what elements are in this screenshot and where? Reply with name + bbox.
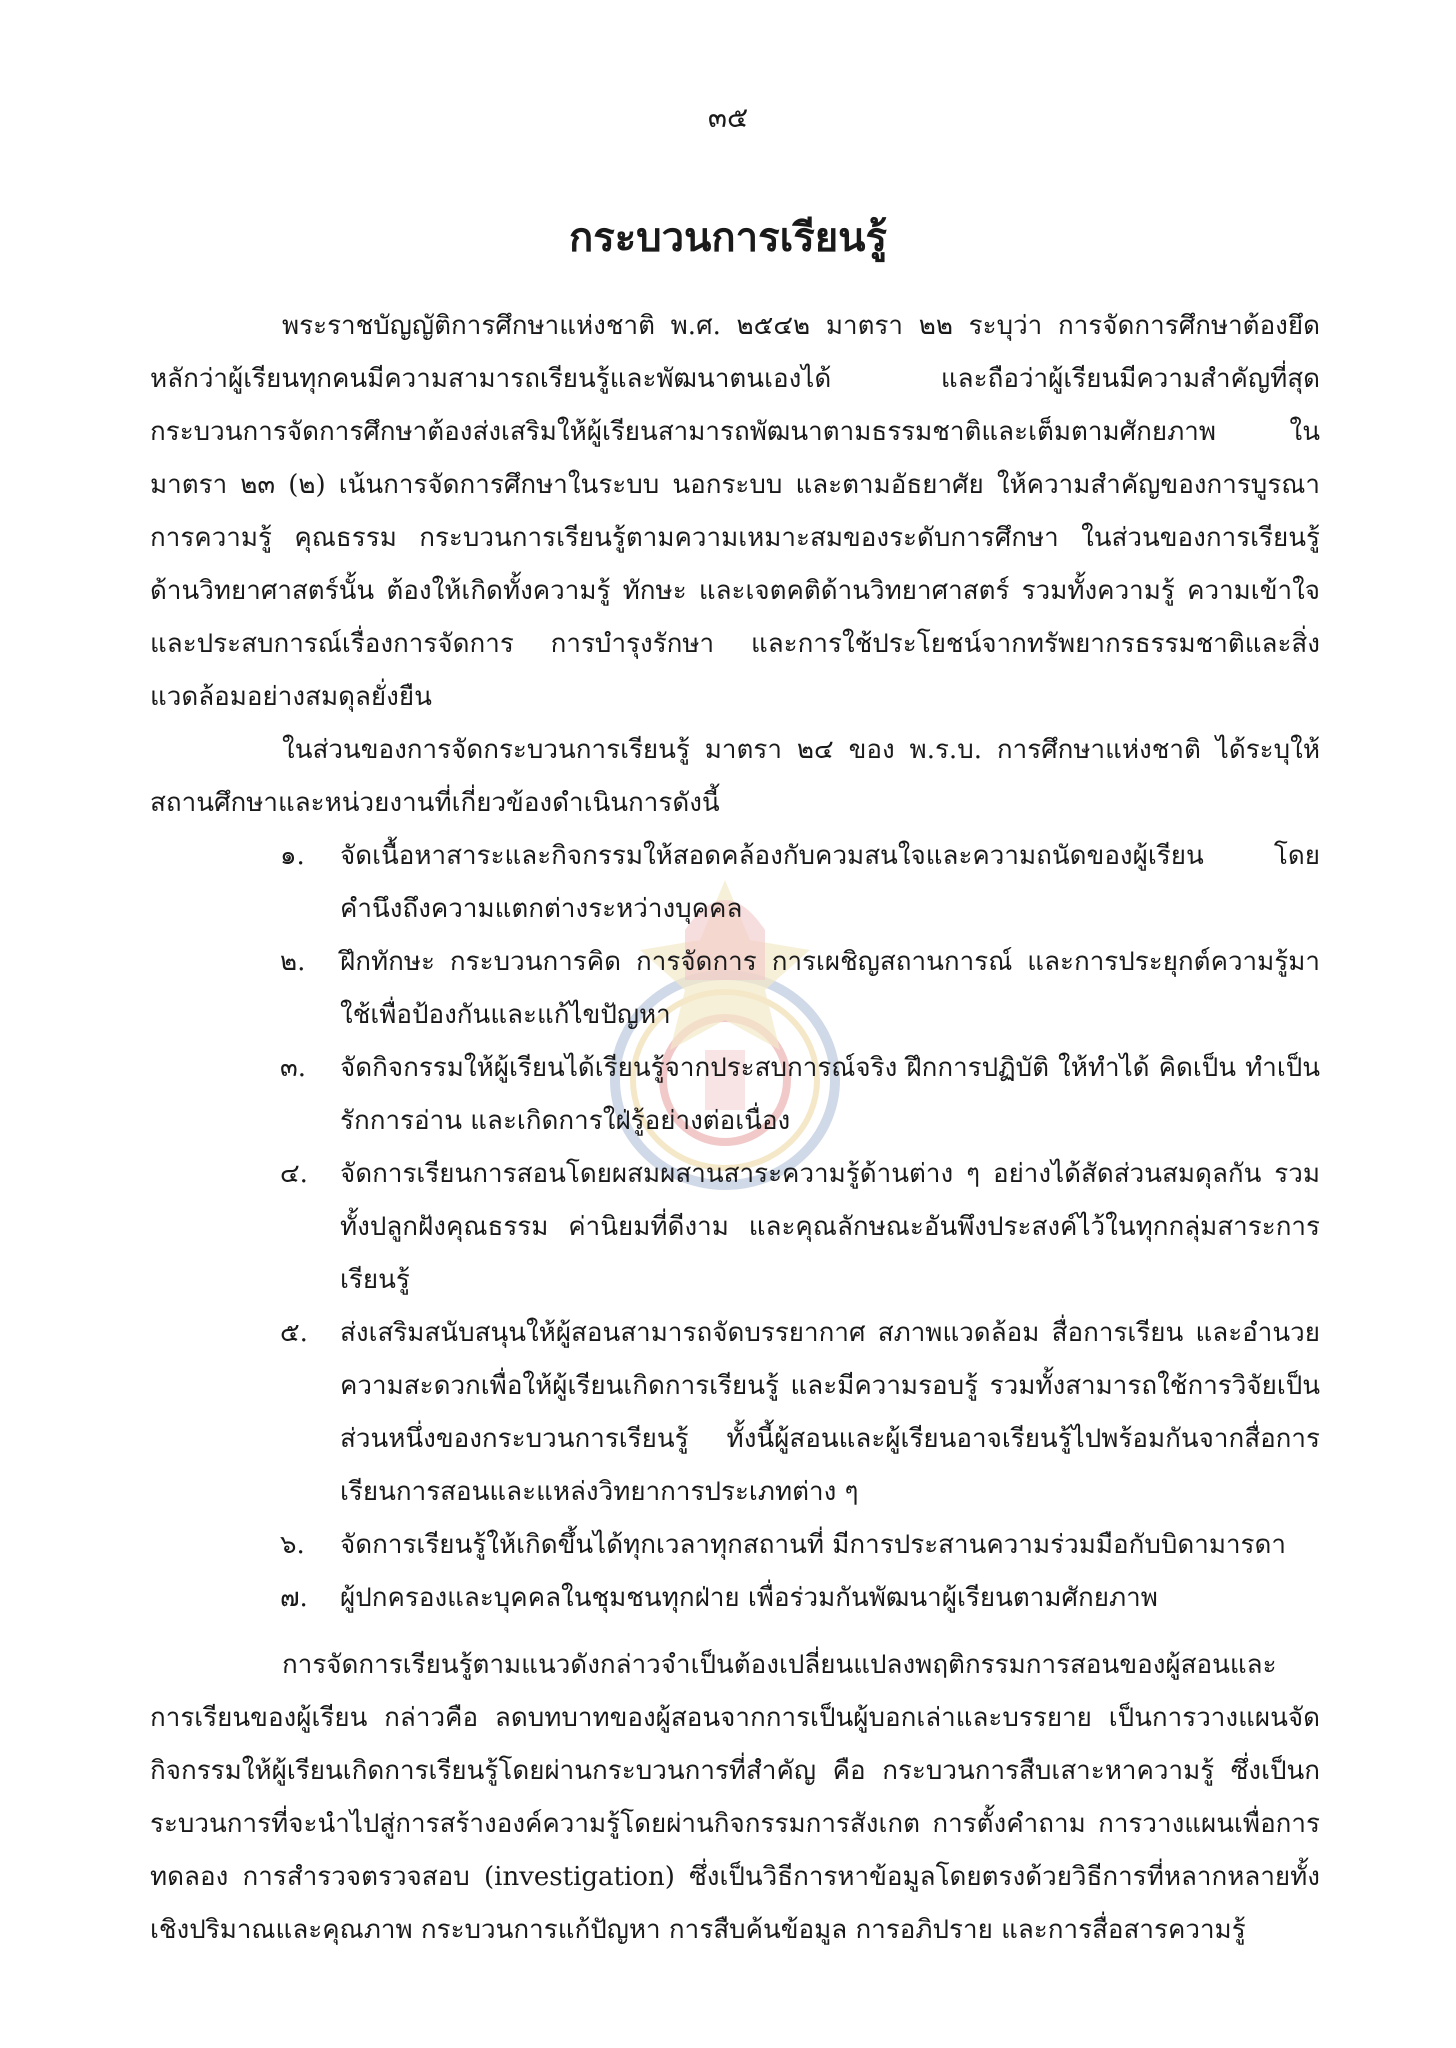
- list-item: [150, 1042, 1320, 1148]
- list-item-text: จัดกิจกรรมให้ผู้เรียนได้เรียนรู้จากประสบการณ์จริง ฝึกการปฏิบัติ ให้ทำได้ คิดเป็น ทำเป็น รักการอ่าน และเกิดการใฝ่รู้อย่างต่อเนื่อง: [340, 1053, 1320, 1136]
- list-item-text: ผู้ปกครองและบุคคลในชุมชนทุกฝ่าย เพื่อร่วมกันพัฒนาผู้เรียนตามศักยภาพ: [340, 1583, 1158, 1613]
- list-item: [150, 936, 1320, 1042]
- list-item: [150, 1148, 1320, 1307]
- list-item-number: ๒.: [280, 947, 306, 977]
- list-item-text: จัดการเรียนการสอนโดยผสมผสานสาระความรู้ด้านต่าง ๆ อย่างได้สัดส่วนสมดุลกัน รวมทั้งปลูกฝังคุณธรรม ค่านิยมที่ดีงาม และคุณลักษณะอันพึงประสงค์ไว้ในทุกกลุ่มสาระการเรียนรู้: [340, 1159, 1320, 1295]
- page-title: กระบวนการเรียนรู้: [569, 214, 887, 261]
- list-item: [150, 830, 1320, 936]
- list-item-text: ฝึกทักษะ กระบวนการคิด การจัดการ การเผชิญสถานการณ์ และการประยุกต์ความรู้มาใช้เพื่อป้องกันและแก้ไขปัญหา: [340, 947, 1320, 1030]
- list-item-text: จัดเนื้อหาสาระและกิจกรรมให้สอดคล้องกับควมสนใจและความถนัดของผู้เรียน โดยคำนึงถึงความแตกต่างระหว่างบุคคล: [340, 841, 1320, 924]
- list-item: [150, 1572, 1320, 1625]
- list-item-text: ส่งเสริมสนับสนุนให้ผู้สอนสามารถจัดบรรยากาศ สภาพแวดล้อม สื่อการเรียน และอำนวยความสะดวกเพื่อให้ผู้เรียนเกิดการเรียนรู้ และมีความรอบรู้ รวมทั้งสามารถใช้การวิจัยเป็นส่วนหนึ่งของกระบวนการเรียนรู้ ทั้งนี้ผู้สอนและผู้เรียนอาจเรียนรู้ไปพร้อมกันจากสื่อการเรียนการสอนและแหล่งวิทยาการประเภทต่าง ๆ: [340, 1318, 1320, 1507]
- intro-paragraph-2: ในส่วนของการจัดกระบวนการเรียนรู้ มาตรา ๒๔ ของ พ.ร.บ. การศึกษาแห่งชาติ ได้ระบุให้สถานศึกษาและหน่วยงานที่เกี่ยวข้องดำเนินการดังนี้: [150, 735, 1320, 818]
- document-body: [150, 300, 1320, 1957]
- list-item-number: ๔.: [280, 1159, 308, 1189]
- list-item-number: ๓.: [280, 1053, 307, 1083]
- list-item: [150, 1307, 1320, 1519]
- list-item-number: ๑.: [280, 841, 305, 871]
- list-item: [150, 1519, 1320, 1572]
- page-number: ๓๕: [707, 101, 749, 134]
- list-item-number: ๗.: [280, 1583, 308, 1613]
- closing-paragraph: การจัดการเรียนรู้ตามแนวดังกล่าวจำเป็นต้องเปลี่ยนแปลงพฤติกรรมการสอนของผู้สอนและการเรียนของผู้เรียน กล่าวคือ ลดบทบาทของผู้สอนจากการเป็นผู้บอกเล่าและบรรยาย เป็นการวางแผนจัดกิจกรรมให้ผู้เรียนเกิดการเรียนรู้โดยผ่านกระบวนการที่สำคัญ คือ กระบวนการสืบเสาะหาความรู้ ซึ่งเป็นกระบวนการที่จะนำไปสู่การสร้างองค์ความรู้โดยผ่านกิจกรรมการสังเกต การตั้งคำถาม การวางแผนเพื่อการทดลอง การสำรวจตรวจสอบ (investigation) ซึ่งเป็นวิธีการหาข้อมูลโดยตรงด้วยวิธีการที่หลากหลายทั้งเชิงปริมาณและคุณภาพ กระบวนการแก้ปัญหา การสืบค้นข้อมูล การอภิปราย และการสื่อสารความรู้: [150, 1650, 1320, 1945]
- list-item-number: ๖.: [280, 1530, 305, 1560]
- list-item-number: ๕.: [280, 1318, 308, 1348]
- list-item-text: จัดการเรียนรู้ให้เกิดขึ้นได้ทุกเวลาทุกสถานที่ มีการประสานความร่วมมือกับบิดามารดา: [340, 1530, 1287, 1560]
- intro-paragraph-1: พระราชบัญญัติการศึกษาแห่งชาติ พ.ศ. ๒๕๔๒ มาตรา ๒๒ ระบุว่า การจัดการศึกษาต้องยึดหลักว่าผู้เรียนทุกคนมีความสามารถเรียนรู้และพัฒนาตนเองได้ และถือว่าผู้เรียนมีความสำคัญที่สุด กระบวนการจัดการศึกษาต้องส่งเสริมให้ผู้เรียนสามารถพัฒนาตามธรรมชาติและเต็มตามศักยภาพ ในมาตรา ๒๓ (๒) เน้นการจัดการศึกษาในระบบ นอกระบบ และตามอัธยาศัย ให้ความสำคัญของการบูรณาการความรู้ คุณธรรม กระบวนการเรียนรู้ตามความเหมาะสมของระดับการศึกษา ในส่วนของการเรียนรู้ด้านวิทยาศาสตร์นั้น ต้องให้เกิดทั้งความรู้ ทักษะ และเจตคติด้านวิทยาศาสตร์ รวมทั้งความรู้ ความเข้าใจ และประสบการณ์เรื่องการจัดการ การบำรุงรักษา และการใช้ประโยชน์จากทรัพยากรธรรมชาติและสิ่งแวดล้อมอย่างสมดุลยั่งยืน: [150, 311, 1320, 712]
- numbered-list: [150, 830, 1320, 1625]
